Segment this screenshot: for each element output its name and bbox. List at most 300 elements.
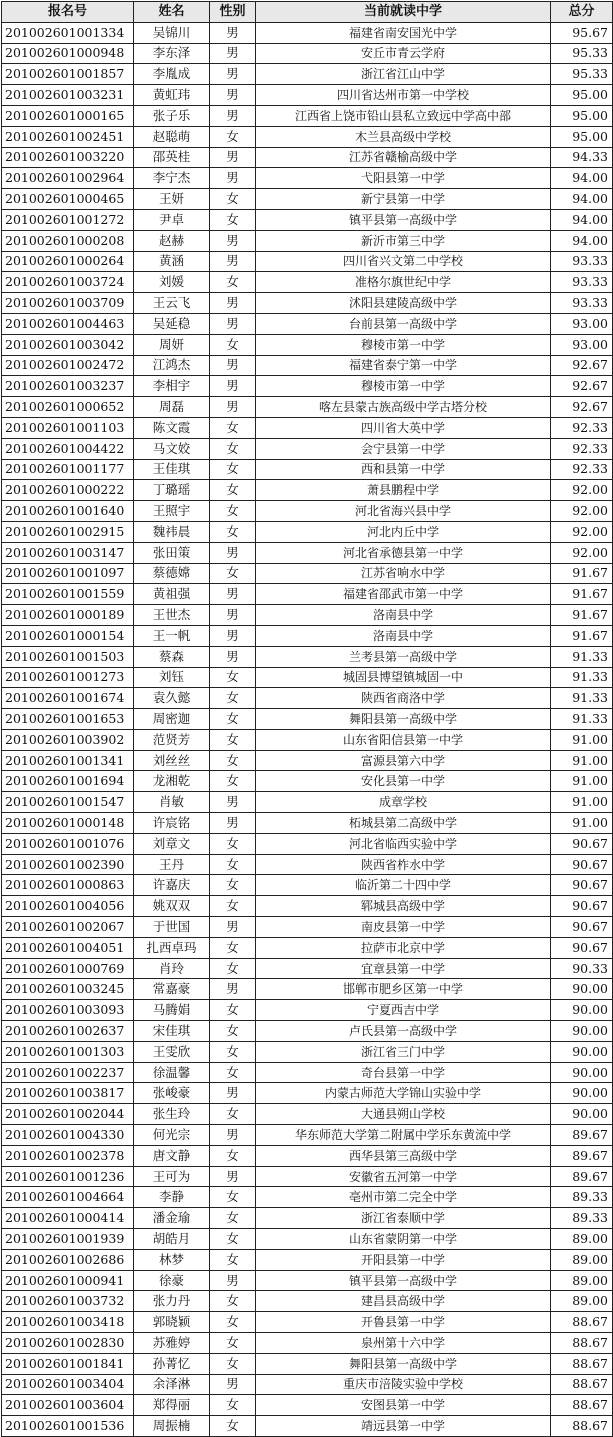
name-cell: 肖玲	[134, 958, 210, 979]
gender-cell: 男	[210, 646, 256, 667]
school-cell: 开阳县第一中学	[256, 1249, 551, 1270]
name-cell: 常嘉豪	[134, 979, 210, 1000]
name-cell: 张峻豪	[134, 1083, 210, 1104]
name-cell: 魏祎晨	[134, 521, 210, 542]
gender-cell: 女	[210, 334, 256, 355]
table-row	[2, 1270, 613, 1291]
score-cell: 91.00	[551, 792, 613, 813]
registration-number-cell: 201002601004051	[2, 937, 134, 958]
gender-cell: 男	[210, 313, 256, 334]
score-cell: 90.67	[551, 917, 613, 938]
name-cell: 马文姣	[134, 438, 210, 459]
gender-cell: 女	[210, 272, 256, 293]
registration-number-cell: 201002601001939	[2, 1229, 134, 1250]
score-cell: 91.67	[551, 625, 613, 646]
name-cell: 蔡德嫦	[134, 563, 210, 584]
table-row	[2, 230, 613, 251]
score-cell: 92.67	[551, 355, 613, 376]
score-cell: 94.33	[551, 147, 613, 168]
score-cell: 91.67	[551, 605, 613, 626]
school-cell: 河北省承德县第一中学	[256, 542, 551, 563]
score-cell: 90.67	[551, 833, 613, 854]
gender-cell: 男	[210, 1125, 256, 1146]
registration-number-cell: 201002601003604	[2, 1395, 134, 1416]
table-row	[2, 875, 613, 896]
table-row	[2, 1083, 613, 1104]
name-cell: 刘丝丝	[134, 750, 210, 771]
score-cell: 90.00	[551, 1041, 613, 1062]
score-cell: 91.33	[551, 688, 613, 709]
school-cell: 开鲁县第一中学	[256, 1312, 551, 1333]
registration-number-cell: 201002601004422	[2, 438, 134, 459]
name-cell: 王世杰	[134, 605, 210, 626]
gender-cell: 女	[210, 521, 256, 542]
header-name: 姓名	[134, 2, 210, 23]
table-row	[2, 105, 613, 126]
table-row	[2, 542, 613, 563]
school-cell: 城固县博望镇城固一中	[256, 667, 551, 688]
registration-number-cell: 201002601001272	[2, 209, 134, 230]
table-row	[2, 251, 613, 272]
registration-number-cell: 201002601003732	[2, 1291, 134, 1312]
registration-number-cell: 201002601003042	[2, 334, 134, 355]
school-cell: 江西省上饶市铅山县私立致远中学高中部	[256, 105, 551, 126]
registration-number-cell: 201002601001341	[2, 750, 134, 771]
school-cell: 富源县第六中学	[256, 750, 551, 771]
school-cell: 沭阳县建陵高级中学	[256, 293, 551, 314]
score-cell: 89.33	[551, 1208, 613, 1229]
score-cell: 89.00	[551, 1270, 613, 1291]
school-cell: 洛南县中学	[256, 625, 551, 646]
gender-cell: 男	[210, 792, 256, 813]
registration-number-cell: 201002601003220	[2, 147, 134, 168]
table-row	[2, 1416, 613, 1437]
name-cell: 孙菁忆	[134, 1353, 210, 1374]
score-cell: 92.33	[551, 438, 613, 459]
score-cell: 91.00	[551, 813, 613, 834]
school-cell: 宁夏西吉中学	[256, 1000, 551, 1021]
table-row	[2, 646, 613, 667]
score-cell: 90.00	[551, 1062, 613, 1083]
registration-number-cell: 201002601001334	[2, 22, 134, 43]
name-cell: 张田策	[134, 542, 210, 563]
score-cell: 94.00	[551, 168, 613, 189]
gender-cell: 男	[210, 397, 256, 418]
score-cell: 95.00	[551, 105, 613, 126]
table-row	[2, 833, 613, 854]
school-cell: 浙江省江山中学	[256, 64, 551, 85]
name-cell: 张力丹	[134, 1291, 210, 1312]
score-cell: 93.33	[551, 251, 613, 272]
name-cell: 李宁杰	[134, 168, 210, 189]
registration-number-cell: 201002601001503	[2, 646, 134, 667]
registration-number-cell: 201002601000941	[2, 1270, 134, 1291]
name-cell: 马腾娟	[134, 1000, 210, 1021]
school-cell: 河北省临西实验中学	[256, 833, 551, 854]
registration-number-cell: 201002601001536	[2, 1416, 134, 1437]
table-row	[2, 584, 613, 605]
gender-cell: 女	[210, 937, 256, 958]
registration-number-cell: 201002601002378	[2, 1145, 134, 1166]
school-cell: 安化县第一中学	[256, 771, 551, 792]
gender-cell: 女	[210, 501, 256, 522]
score-cell: 94.00	[551, 230, 613, 251]
score-cell: 90.00	[551, 1021, 613, 1042]
name-cell: 扎西卓玛	[134, 937, 210, 958]
registration-number-cell: 201002601001841	[2, 1353, 134, 1374]
gender-cell: 女	[210, 1395, 256, 1416]
gender-cell: 女	[210, 958, 256, 979]
name-cell: 张生玲	[134, 1104, 210, 1125]
score-cell: 91.00	[551, 750, 613, 771]
table-row	[2, 189, 613, 210]
name-cell: 范贤芳	[134, 729, 210, 750]
name-cell: 周磊	[134, 397, 210, 418]
score-cell: 93.33	[551, 272, 613, 293]
score-cell: 89.33	[551, 1187, 613, 1208]
score-cell: 89.00	[551, 1249, 613, 1270]
score-cell: 91.33	[551, 709, 613, 730]
score-cell: 89.00	[551, 1291, 613, 1312]
name-cell: 李相宇	[134, 376, 210, 397]
table-row	[2, 1187, 613, 1208]
gender-cell: 女	[210, 729, 256, 750]
school-cell: 陕西省柞水中学	[256, 854, 551, 875]
score-cell: 88.67	[551, 1333, 613, 1354]
registration-number-cell: 201002601000652	[2, 397, 134, 418]
table-row	[2, 293, 613, 314]
registration-number-cell: 201002601001103	[2, 417, 134, 438]
school-cell: 西华县第三高级中学	[256, 1145, 551, 1166]
name-cell: 何光宗	[134, 1125, 210, 1146]
score-cell: 92.00	[551, 542, 613, 563]
registration-number-cell: 201002601002472	[2, 355, 134, 376]
table-row	[2, 625, 613, 646]
table-row	[2, 917, 613, 938]
name-cell: 蔡森	[134, 646, 210, 667]
header-gender: 性别	[210, 2, 256, 23]
gender-cell: 女	[210, 1333, 256, 1354]
table-row	[2, 168, 613, 189]
school-cell: 山东省阳信县第一中学	[256, 729, 551, 750]
registration-number-cell: 201002601002915	[2, 521, 134, 542]
registration-number-cell: 201002601000769	[2, 958, 134, 979]
registration-number-cell: 201002601004056	[2, 896, 134, 917]
table-row	[2, 605, 613, 626]
gender-cell: 男	[210, 293, 256, 314]
gender-cell: 女	[210, 1353, 256, 1374]
registration-number-cell: 201002601001559	[2, 584, 134, 605]
gender-cell: 女	[210, 750, 256, 771]
score-cell: 92.00	[551, 480, 613, 501]
score-cell: 90.00	[551, 1104, 613, 1125]
gender-cell: 女	[210, 1249, 256, 1270]
score-cell: 88.67	[551, 1395, 613, 1416]
score-cell: 90.00	[551, 1083, 613, 1104]
gender-cell: 男	[210, 230, 256, 251]
gender-cell: 女	[210, 1291, 256, 1312]
registration-number-cell: 201002601000863	[2, 875, 134, 896]
table-row	[2, 355, 613, 376]
score-cell: 92.33	[551, 417, 613, 438]
school-cell: 新宁县第一中学	[256, 189, 551, 210]
school-cell: 宜章县第一中学	[256, 958, 551, 979]
score-cell: 88.67	[551, 1353, 613, 1374]
table-row	[2, 563, 613, 584]
gender-cell: 男	[210, 64, 256, 85]
registration-number-cell: 201002601000154	[2, 625, 134, 646]
gender-cell: 男	[210, 43, 256, 64]
name-cell: 于世国	[134, 917, 210, 938]
table-row	[2, 126, 613, 147]
registration-number-cell: 201002601003418	[2, 1312, 134, 1333]
score-cell: 90.67	[551, 854, 613, 875]
table-row	[2, 376, 613, 397]
table-row	[2, 709, 613, 730]
table-row	[2, 1166, 613, 1187]
school-cell: 洛南县中学	[256, 605, 551, 626]
name-cell: 王照宇	[134, 501, 210, 522]
score-table	[1, 1, 613, 1437]
school-cell: 江苏省赣榆高级中学	[256, 147, 551, 168]
gender-cell: 男	[210, 1374, 256, 1395]
school-cell: 陕西省商洛中学	[256, 688, 551, 709]
gender-cell: 女	[210, 1000, 256, 1021]
registration-number-cell: 201002601002637	[2, 1021, 134, 1042]
table-row	[2, 334, 613, 355]
score-cell: 90.00	[551, 979, 613, 1000]
table-row	[2, 22, 613, 43]
table-row	[2, 667, 613, 688]
school-cell: 镇平县第一高级中学	[256, 1270, 551, 1291]
gender-cell: 男	[210, 542, 256, 563]
table-row	[2, 480, 613, 501]
table-row	[2, 272, 613, 293]
header-registration-number: 报名号	[2, 2, 134, 23]
registration-number-cell: 201002601000165	[2, 105, 134, 126]
table-row	[2, 438, 613, 459]
registration-number-cell: 201002601001694	[2, 771, 134, 792]
gender-cell: 女	[210, 1145, 256, 1166]
school-cell: 靖远县第一中学	[256, 1416, 551, 1437]
school-cell: 大通县朔山学校	[256, 1104, 551, 1125]
gender-cell: 女	[210, 1041, 256, 1062]
school-cell: 浙江省泰顺中学	[256, 1208, 551, 1229]
registration-number-cell: 201002601001273	[2, 667, 134, 688]
name-cell: 王丹	[134, 854, 210, 875]
table-row	[2, 1229, 613, 1250]
gender-cell: 女	[210, 1229, 256, 1250]
table-header-row	[2, 2, 613, 23]
registration-number-cell: 201002601003231	[2, 85, 134, 106]
table-row	[2, 1208, 613, 1229]
table-row	[2, 147, 613, 168]
school-cell: 福建省邵武市第一中学	[256, 584, 551, 605]
registration-number-cell: 201002601001547	[2, 792, 134, 813]
name-cell: 许宸铭	[134, 813, 210, 834]
table-row	[2, 1021, 613, 1042]
table-row	[2, 729, 613, 750]
name-cell: 吴锦川	[134, 22, 210, 43]
table-row	[2, 771, 613, 792]
school-cell: 建昌县高级中学	[256, 1291, 551, 1312]
name-cell: 袁久懿	[134, 688, 210, 709]
name-cell: 林梦	[134, 1249, 210, 1270]
name-cell: 黄虹玮	[134, 85, 210, 106]
name-cell: 吴延稳	[134, 313, 210, 334]
registration-number-cell: 201002601003724	[2, 272, 134, 293]
registration-number-cell: 201002601003404	[2, 1374, 134, 1395]
school-cell: 安徽省五河第一中学	[256, 1166, 551, 1187]
name-cell: 胡皓月	[134, 1229, 210, 1250]
table-row	[2, 937, 613, 958]
table-row	[2, 1374, 613, 1395]
name-cell: 丁璐瑶	[134, 480, 210, 501]
school-cell: 安图县第一中学	[256, 1395, 551, 1416]
score-cell: 89.67	[551, 1166, 613, 1187]
score-cell: 92.67	[551, 376, 613, 397]
score-cell: 95.33	[551, 43, 613, 64]
registration-number-cell: 201002601002964	[2, 168, 134, 189]
gender-cell: 女	[210, 1021, 256, 1042]
name-cell: 徐温馨	[134, 1062, 210, 1083]
table-row	[2, 896, 613, 917]
school-cell: 台前县第一高级中学	[256, 313, 551, 334]
gender-cell: 男	[210, 1166, 256, 1187]
gender-cell: 男	[210, 813, 256, 834]
school-cell: 泉州第十六中学	[256, 1333, 551, 1354]
score-cell: 90.33	[551, 958, 613, 979]
gender-cell: 男	[210, 1270, 256, 1291]
score-table-container	[1, 1, 612, 1437]
score-cell: 94.00	[551, 189, 613, 210]
school-cell: 安丘市青云学府	[256, 43, 551, 64]
gender-cell: 女	[210, 459, 256, 480]
school-cell: 喀左县蒙古族高级中学古塔分校	[256, 397, 551, 418]
table-row	[2, 1062, 613, 1083]
name-cell: 周密迦	[134, 709, 210, 730]
gender-cell: 男	[210, 251, 256, 272]
score-cell: 91.67	[551, 563, 613, 584]
gender-cell: 女	[210, 1062, 256, 1083]
score-cell: 95.00	[551, 85, 613, 106]
score-cell: 93.33	[551, 293, 613, 314]
gender-cell: 男	[210, 979, 256, 1000]
gender-cell: 女	[210, 1312, 256, 1333]
table-row	[2, 1145, 613, 1166]
table-row	[2, 459, 613, 480]
name-cell: 郑得丽	[134, 1395, 210, 1416]
registration-number-cell: 201002601000264	[2, 251, 134, 272]
school-cell: 山东省蒙阴第一中学	[256, 1229, 551, 1250]
registration-number-cell: 201002601003709	[2, 293, 134, 314]
name-cell: 江鸿杰	[134, 355, 210, 376]
name-cell: 尹卓	[134, 209, 210, 230]
name-cell: 刘媛	[134, 272, 210, 293]
table-body	[2, 22, 613, 1436]
name-cell: 王雯欣	[134, 1041, 210, 1062]
registration-number-cell: 201002601001076	[2, 833, 134, 854]
registration-number-cell: 201002601001303	[2, 1041, 134, 1062]
name-cell: 赵聪萌	[134, 126, 210, 147]
gender-cell: 女	[210, 1187, 256, 1208]
gender-cell: 男	[210, 105, 256, 126]
school-cell: 四川省大英中学	[256, 417, 551, 438]
registration-number-cell: 201002601004664	[2, 1187, 134, 1208]
gender-cell: 女	[210, 688, 256, 709]
score-cell: 92.00	[551, 521, 613, 542]
registration-number-cell: 201002601003093	[2, 1000, 134, 1021]
school-cell: 木兰县高级中学校	[256, 126, 551, 147]
table-row	[2, 1291, 613, 1312]
name-cell: 邵英桂	[134, 147, 210, 168]
table-row	[2, 792, 613, 813]
school-cell: 福建省泰宁第一中学	[256, 355, 551, 376]
registration-number-cell: 201002601000189	[2, 605, 134, 626]
score-cell: 95.33	[551, 64, 613, 85]
school-cell: 新沂市第三中学	[256, 230, 551, 251]
name-cell: 王佳琪	[134, 459, 210, 480]
name-cell: 张子乐	[134, 105, 210, 126]
school-cell: 南皮县第一中学	[256, 917, 551, 938]
gender-cell: 男	[210, 605, 256, 626]
registration-number-cell: 201002601001674	[2, 688, 134, 709]
registration-number-cell: 201002601002686	[2, 1249, 134, 1270]
gender-cell: 男	[210, 168, 256, 189]
table-row	[2, 1312, 613, 1333]
gender-cell: 女	[210, 189, 256, 210]
registration-number-cell: 201002601004463	[2, 313, 134, 334]
school-cell: 镇平县第一高级中学	[256, 209, 551, 230]
table-row	[2, 43, 613, 64]
gender-cell: 男	[210, 584, 256, 605]
name-cell: 苏雅婷	[134, 1333, 210, 1354]
gender-cell: 女	[210, 667, 256, 688]
school-cell: 四川省达州市第一中学校	[256, 85, 551, 106]
name-cell: 王一帆	[134, 625, 210, 646]
table-row	[2, 1395, 613, 1416]
score-cell: 93.00	[551, 313, 613, 334]
gender-cell: 男	[210, 85, 256, 106]
school-cell: 江苏省响水中学	[256, 563, 551, 584]
score-cell: 88.67	[551, 1312, 613, 1333]
registration-number-cell: 201002601002390	[2, 854, 134, 875]
table-row	[2, 85, 613, 106]
school-cell: 郓城县高级中学	[256, 896, 551, 917]
score-cell: 92.67	[551, 397, 613, 418]
school-cell: 准格尔旗世纪中学	[256, 272, 551, 293]
name-cell: 黄祖强	[134, 584, 210, 605]
registration-number-cell: 201002601003902	[2, 729, 134, 750]
name-cell: 黄涵	[134, 251, 210, 272]
table-row	[2, 1333, 613, 1354]
table-row	[2, 750, 613, 771]
school-cell: 穆棱市第一中学	[256, 376, 551, 397]
score-cell: 90.67	[551, 937, 613, 958]
table-row	[2, 209, 613, 230]
gender-cell: 女	[210, 563, 256, 584]
name-cell: 周振楠	[134, 1416, 210, 1437]
school-cell: 兰考县第一高级中学	[256, 646, 551, 667]
gender-cell: 男	[210, 22, 256, 43]
school-cell: 柘城县第二高级中学	[256, 813, 551, 834]
gender-cell: 男	[210, 147, 256, 168]
school-cell: 四川省兴文第二中学校	[256, 251, 551, 272]
registration-number-cell: 201002601000414	[2, 1208, 134, 1229]
registration-number-cell: 201002601001857	[2, 64, 134, 85]
gender-cell: 女	[210, 771, 256, 792]
school-cell: 成章学校	[256, 792, 551, 813]
